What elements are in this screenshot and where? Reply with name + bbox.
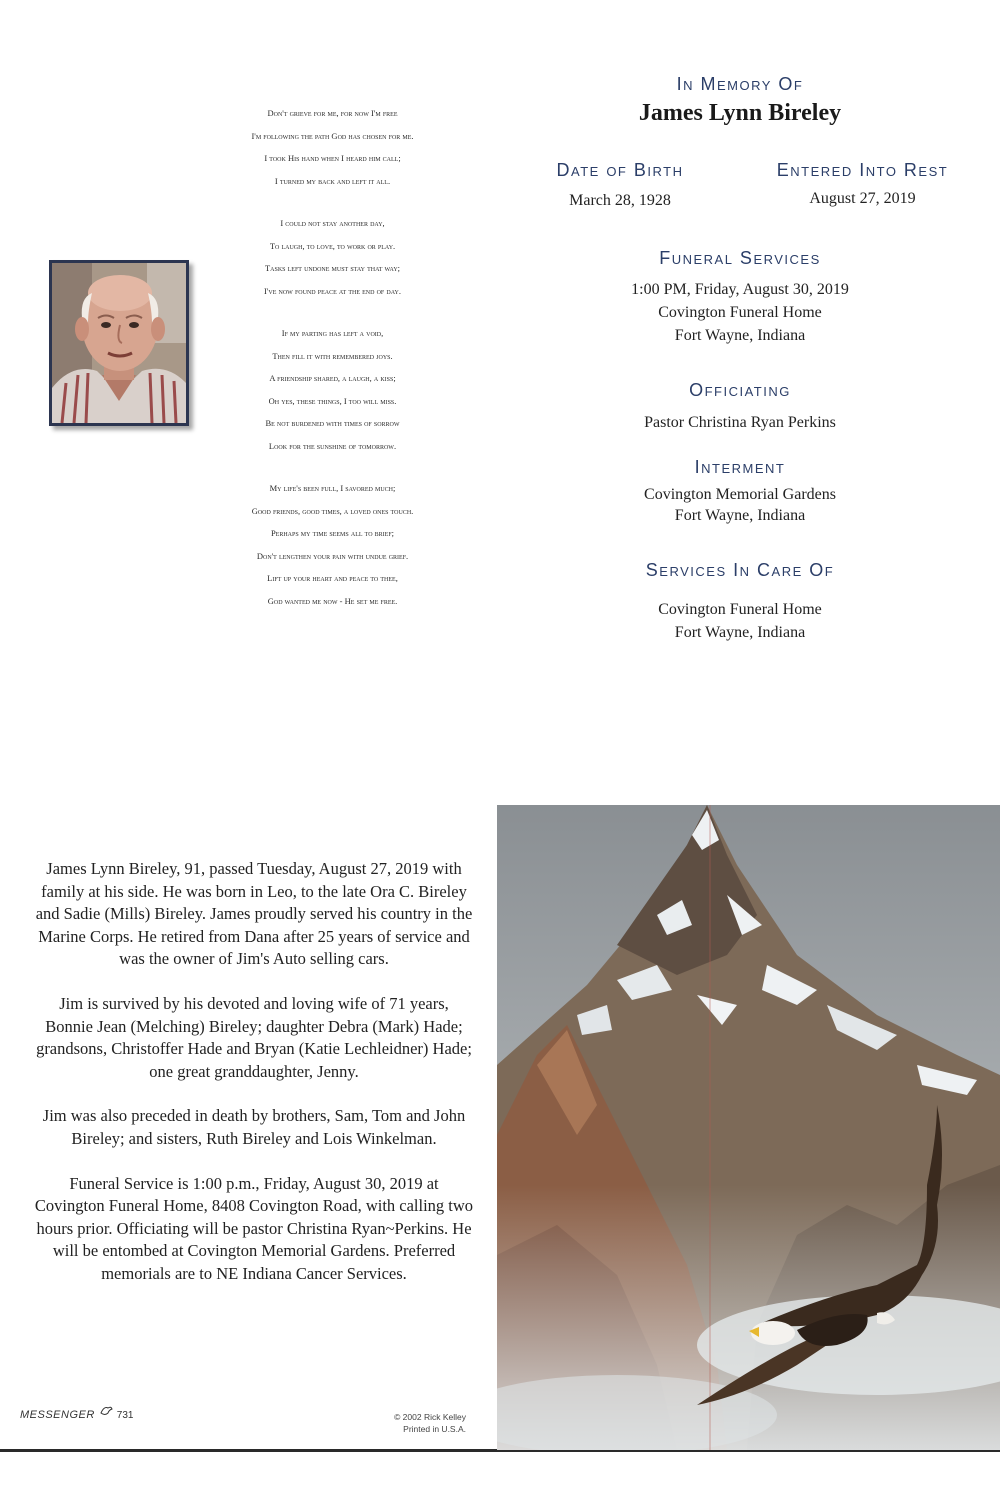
poem-line: I could not stay another day, (280, 218, 385, 228)
obituary-paragraph: Jim is survived by his devoted and loving wife of 71 years, Bonnie Jean (Melching) Bireley; daughter Debra (Mark) Hade; grandsons, Christoffer Hade and Bryan (Katie Lechleidner) Hade; one great granddaughter, Jenny. (36, 993, 472, 1081)
funeral-services-line: Fort Wayne, Indiana (674, 327, 806, 344)
funeral-services-line: 1:00 PM, Friday, August 30, 2019 (631, 281, 849, 298)
copyright-notice (360, 1411, 466, 1435)
date-of-birth-heading: Date of Birth (556, 160, 684, 180)
poem-line: Don't lengthen your pain with undue grief. (256, 550, 409, 561)
deceased-name: James Lynn Bireley (638, 100, 842, 126)
poem-stanza (205, 212, 460, 302)
publisher-mark (20, 1404, 133, 1421)
interment-info (540, 484, 940, 526)
obituary-paragraph: James Lynn Bireley, 91, passed Tuesday, August 27, 2019 with family at his side. He was born in Leo, to the late Ora C. Bireley and Sadie (Mills) Bireley. James proudly served his country in the Marine Corps. He retired from Dana after 25 years of service and was the owner of Jim's Auto selling cars. (35, 859, 473, 969)
poem-stanza (205, 477, 460, 612)
poem-line: I'm following the path God has chosen for me. (251, 130, 414, 141)
obituary-text (34, 858, 474, 1308)
poem-line: My life's been full, I savored much; (269, 483, 396, 493)
funeral-services-line: Covington Funeral Home (658, 304, 822, 321)
entered-into-rest-heading: Entered Into Rest (776, 160, 949, 180)
poem-line: Perhaps my time seems all to brief; (270, 528, 395, 538)
funeral-services-info (540, 278, 940, 347)
dove-icon (99, 1404, 113, 1421)
in-memory-heading: In Memory Of (676, 74, 804, 94)
poem-line: Look for the sunshine of tomorrow. (268, 440, 397, 451)
copyright-line: © 2002 Rick Kelley (394, 1412, 466, 1422)
poem-line: Good friends, good times, a loved ones touch. (251, 505, 414, 516)
printed-in-line: Printed in U.S.A. (403, 1424, 466, 1434)
poem-line: Don't grieve for me, for now I'm free (267, 108, 398, 118)
poem-line: I turned my back and left it all. (274, 175, 391, 186)
officiating-heading: Officiating (689, 380, 791, 400)
interment-heading: Interment (694, 457, 786, 477)
entered-into-rest-date: August 27, 2019 (809, 190, 916, 207)
portrait-image (52, 263, 186, 423)
services-in-care-of-heading: Services In Care Of (645, 560, 835, 580)
poem-line: I took His hand when I heard him call; (264, 153, 401, 163)
funeral-services-heading: Funeral Services (659, 248, 821, 268)
mountain-eagle-painting (497, 805, 1000, 1450)
officiating-pastor: Pastor Christina Ryan Perkins (644, 414, 836, 431)
poem-line: Then fill it with remembered joys. (272, 350, 393, 361)
services-in-care-of-line: Covington Funeral Home (658, 601, 822, 618)
obituary-paragraph: Funeral Service is 1:00 p.m., Friday, August 30, 2019 at Covington Funeral Home, 8408 Covington Road, with calling two hours prior. Officiating will be pastor Christina Ryan~Perkins. He will be entombed at Covington Memorial Gardens. Preferred memorials are to NE Indiana Cancer Services. (34, 1173, 474, 1283)
poem-line: A friendship shared, a laugh, a kiss; (269, 373, 396, 383)
painting-image (497, 805, 1000, 1450)
portrait-photo (49, 260, 189, 426)
publisher-logo: MESSENGER (20, 1409, 95, 1421)
services-in-care-of-line: Fort Wayne, Indiana (674, 624, 806, 641)
poem-stanza (205, 322, 460, 457)
poem-line: To laugh, to love, to work or play. (269, 240, 396, 251)
poem-line: Be not burdened with times of sorrow (265, 418, 400, 428)
poem-line: Tasks left undone must stay that way; (264, 263, 401, 273)
poem-line: I've now found peace at the end of day. (264, 285, 401, 296)
date-of-birth: March 28, 1928 (569, 192, 671, 209)
obituary-paragraph: Jim was also preceded in death by brothers, Sam, Tom and John Bireley; and sisters, Ruth Bireley and Lois Winkelman. (42, 1106, 466, 1148)
interment-line: Covington Memorial Gardens (644, 486, 836, 503)
poem-line: Oh yes, these things, I too will miss. (268, 395, 397, 406)
interment-line: Fort Wayne, Indiana (674, 507, 806, 524)
services-in-care-of-info (540, 598, 940, 644)
poem (205, 102, 460, 632)
poem-stanza (205, 102, 460, 192)
poem-line: Lift up your heart and peace to thee, (267, 573, 398, 583)
product-number: 731 (116, 1410, 134, 1421)
poem-line: If my parting has left a void, (281, 328, 384, 338)
poem-line: God wanted me now - He set me free. (267, 595, 398, 606)
